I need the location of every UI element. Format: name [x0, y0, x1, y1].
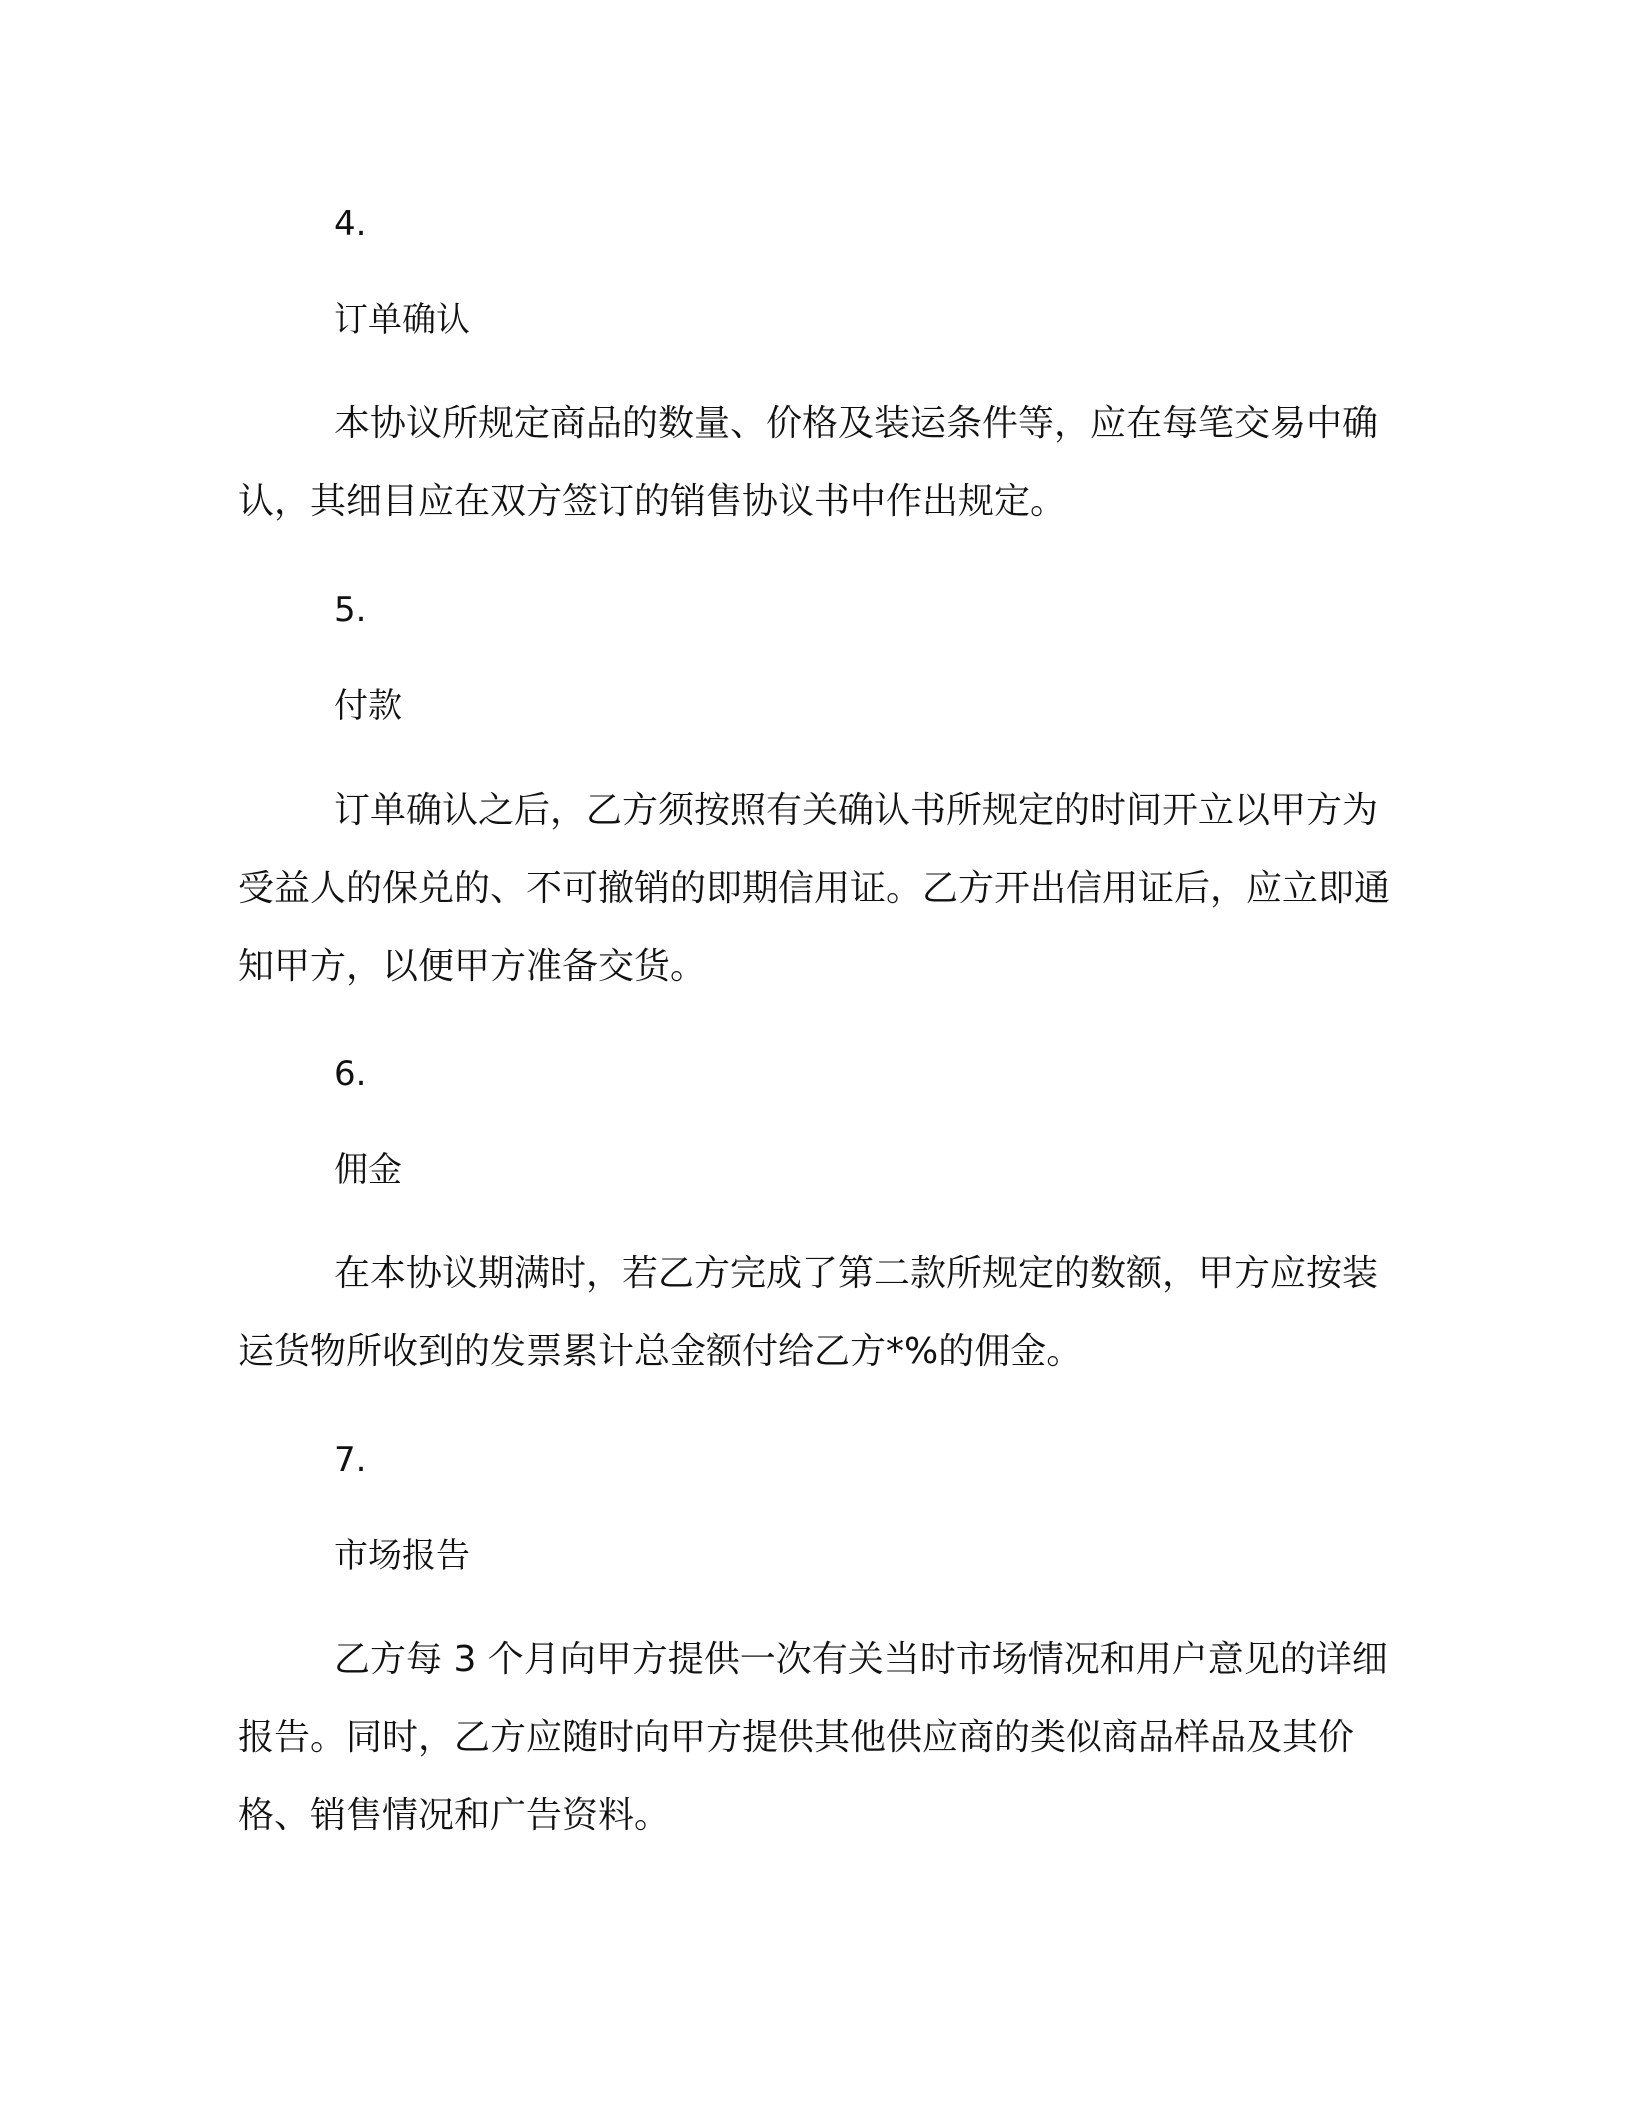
section-body: 乙方每 3 个月向甲方提供一次有关当时市场情况和用户意见的详细报告。同时，乙方应随时向甲方提供其他供应商的类似商品样品及其价格、销售情况和广告资料。: [238, 1639, 1388, 1836]
section-body: 在本协议期满时，若乙方完成了第二款所规定的数额，甲方应按装运货物所收到的发票累计总金额付给乙方*%的佣金。: [238, 1253, 1379, 1372]
section-number: 4.: [334, 204, 367, 244]
section-title: 订单确认: [334, 300, 470, 340]
section-title: 市场报告: [334, 1536, 470, 1576]
section-number: 7.: [334, 1440, 367, 1480]
section-body: 订单确认之后，乙方须按照有关确认书所规定的时间开立以甲方为受益人的保兑的、不可撤销的即期信用证。乙方开出信用证后，应立即通知甲方，以便甲方准备交货。: [238, 790, 1391, 987]
section-title: 付款: [334, 686, 402, 726]
section-title: 佣金: [334, 1150, 402, 1190]
section-body: 本协议所规定商品的数量、价格及装运条件等，应在每笔交易中确认，其细目应在双方签订的销售协议书中作出规定。: [238, 403, 1379, 522]
section-number: 6.: [334, 1054, 367, 1094]
section-number: 5.: [334, 590, 367, 630]
